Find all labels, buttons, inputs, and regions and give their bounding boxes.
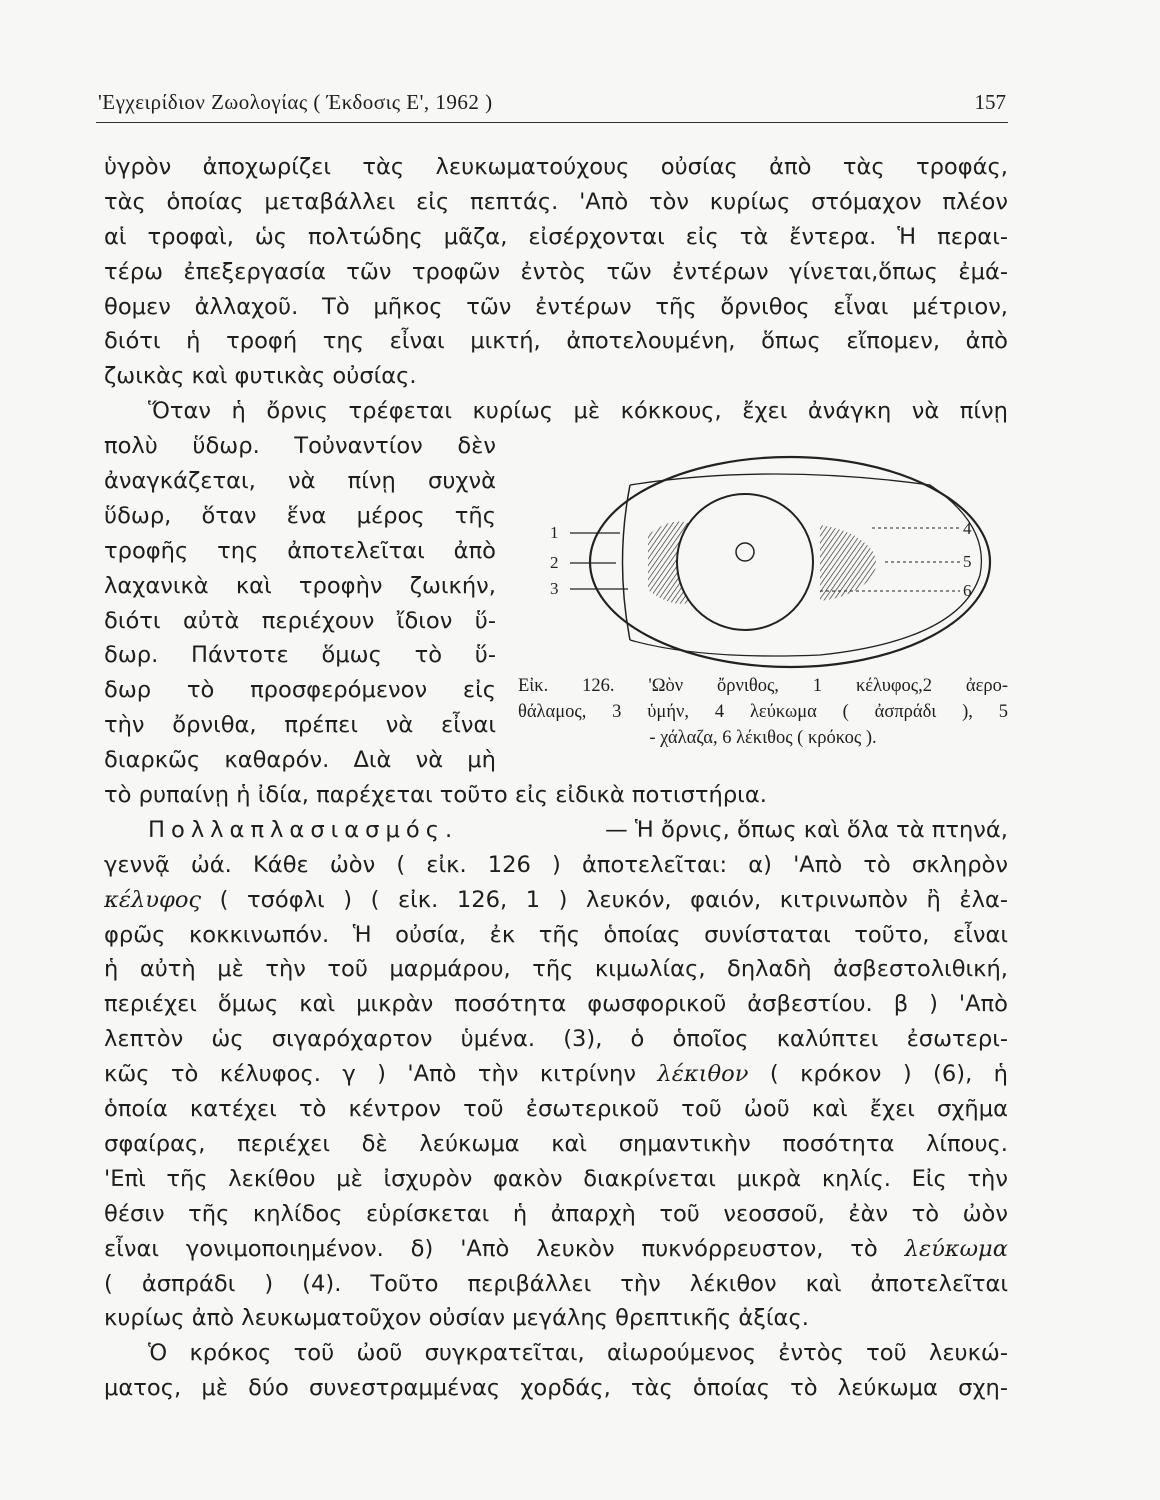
text-line: αἱ τροφαὶ, ὡς πολτώδης μᾶζα, εἰσέρχονται εἰς τὰ ἔντερα. Ἡ περαι- [104,223,1008,250]
text-line: λαχανικὰ καὶ τροφὴν ζωικήν, [104,572,496,599]
text-line [104,1232,1008,1267]
text-line: ὁποία κατέχει τὸ κέντρον τοῦ ἐσωτερικοῦ τοῦ ὠοῦ καὶ ἔχει σχῆμα [104,1096,1008,1123]
italic-term: λεύκωμα [904,1235,1008,1262]
text-line [104,813,1008,848]
book-title: 'Εγχειρίδιον Ζωολογίας ( Έκδοσις Ε', 1962 ) [98,90,493,114]
caption-line: θάλαμος, 3 ὑμήν, 4 λεύκωμα ( ἀσπράδι ), 5 [518,702,1008,722]
text-line: Ὁ κρόκος τοῦ ὠοῦ συγκρατεῖται, αἰωρούμενος ἐντὸς τοῦ λευκώ- [148,1340,1008,1367]
text-line: θομεν ἀλλαχοῦ. Τὸ μῆκος τῶν ἐντέρων τῆς ὄρνιθος εἶναι μέτριον, [104,293,1008,320]
text-line: ζωικὰς καὶ φυτικὰς οὐσίας. [104,363,417,390]
text-line: κυρίως ἀπὸ λευκωματοῦχον οὐσίαν μεγάλης θρεπτικῆς ἀξίας. [104,1305,809,1332]
egg-diagram-svg [520,455,1010,685]
text-line: φρῶς κοκκινωπόν. Ἡ οὐσία, ἐκ τῆς ὁποίας συνίσταται τοῦτο, εἶναι [104,921,1008,948]
text-span: ( τσόφλι ) ( εἰκ. 126, 1 ) λευκόν, φαιόν, κιτρινωπὸν ἢ ἐλα- [201,886,1008,913]
section-heading: Πολλαπλασιασμός. [148,816,459,843]
text-line: τὸ ρυπαίνῃ ἡ ἰδία, παρέχεται τοῦτο εἰς εἰδικὰ ποτιστήρια. [104,782,767,809]
text-line: ματος, μὲ δύο συνεστραμμένας χορδάς, τὰς ὁποίας τὸ λεύκωμα σχη- [104,1375,1008,1402]
text-line: δωρ. Πάντοτε ὅμως τὸ ὕ- [104,642,496,669]
text-line: ἀναγκάζεται, νὰ πίνῃ συχνὰ [104,468,496,495]
body-text [104,150,1008,1406]
text-line: διαρκῶς καθαρόν. Διὰ νὰ μὴ [104,747,496,774]
text-line: τὴν ὄρνιθα, πρέπει νὰ εἶναι [104,712,496,739]
label-1: 1 [550,523,559,542]
text-span: ( κρόκον ) (6), ἡ [748,1061,1008,1088]
figure-caption [518,673,1008,751]
text-line: σφαίρας, περιέχει δὲ λεύκωμα καὶ σημαντικὴν ποσότητα λίπους. [104,1130,1008,1157]
text-line [104,1057,1008,1092]
label-6: 6 [963,581,972,600]
italic-term: κέλυφος [104,886,202,913]
running-header [96,88,1008,123]
text-span: κῶς τὸ κέλυφος. γ ) 'Απὸ τὴν κιτρίνην [104,1061,658,1088]
label-3: 3 [550,579,559,598]
text-line: θέσιν τῆς κηλίδος εὑρίσκεται ἡ ἀπαρχὴ τοῦ νεοσσοῦ, ἐὰν τὸ ὠὸν [104,1200,1008,1227]
text-line: δωρ τὸ προσφερόμενον εἰς [104,677,496,704]
text-line: τροφῆς της ἀποτελεῖται ἀπὸ [104,537,496,564]
italic-term: λέκιθον [657,1061,749,1088]
text-line: λεπτὸν ὡς σιγαρόχαρτον ὑμένα. (3), ὁ ὁποῖος καλύπτει ἐσωτερι- [104,1026,1008,1053]
label-2: 2 [550,553,559,572]
label-4: 4 [963,519,972,538]
text-line: διότι ἡ τροφή της εἶναι μικτή, ἀποτελουμένη, ὅπως εἴπομεν, ἀπὸ [104,328,1008,355]
caption-line: - χάλαζα, 6 λέκιθος ( κρόκος ). [649,728,877,748]
text-line: ( ἀσπράδι ) (4). Τοῦτο περιβάλλει τὴν λέκιθον καὶ ἀποτελεῖται [104,1270,1008,1297]
label-5: 5 [963,552,972,571]
text-line: πολὺ ὕδωρ. Τοὐναντίον δὲν [104,433,496,460]
chalaza-right [820,525,876,601]
text-line [104,883,1008,918]
text-span: — Ἡ ὄρνις, ὅπως καὶ ὅλα τὰ πτηνά, [605,816,1008,843]
text-line: περιέχει ὅμως καὶ μικρὰν ποσότητα φωσφορικοῦ ἀσβεστίου. β ) 'Απὸ [104,991,1008,1018]
membrane-outline [623,485,631,640]
text-line: γεννᾷ ὠά. Κάθε ὠὸν ( εἰκ. 126 ) ἀποτελεῖται: α) 'Απὸ τὸ σκληρὸν [104,851,1008,878]
text-line: διότι αὐτὰ περιέχουν ἴδιον ὕ- [104,607,496,634]
text-line: τὰς ὁποίας μεταβάλλει εἰς πεπτάς. 'Απὸ τὸν κυρίως στόμαχον πλέον [104,188,1008,215]
text-line: ἡ αὐτὴ μὲ τὴν τοῦ μαρμάρου, τῆς κιμωλίας, δηλαδὴ ἀσβεστολιθική, [104,956,1008,983]
text-line: τέρω ἐπεξεργασία τῶν τροφῶν ἐντὸς τῶν ἐντέρων γίνεται,ὅπως ἐμά- [104,258,1008,285]
text-line: ὕδωρ, ὅταν ἕνα μέρος τῆς [104,502,496,529]
yolk [677,494,813,630]
caption-line: Εἰκ. 126. 'Ωὸν ὄρνιθος, 1 κέλυφος,2 ἀερο- [518,676,1008,696]
text-span: εἶναι γονιμοποιημένον. δ) 'Απὸ λευκὸν πυκνόρρευστον, τὸ [104,1235,905,1262]
page-number: 157 [974,90,1006,114]
text-line: 'Επὶ τῆς λεκίθου μὲ ἰσχυρὸν φακὸν διακρίνεται μικρὰ κηλίς. Εἰς τὴν [104,1165,1008,1192]
text-line: Ὅταν ἡ ὄρνις τρέφεται κυρίως μὲ κόκκους, ἔχει ἀνάγκη νὰ πίνῃ [148,398,1008,425]
text-line: ὑγρὸν ἀποχωρίζει τὰς λευκωματούχους οὐσίας ἀπὸ τὰς τροφάς, [104,154,1008,180]
